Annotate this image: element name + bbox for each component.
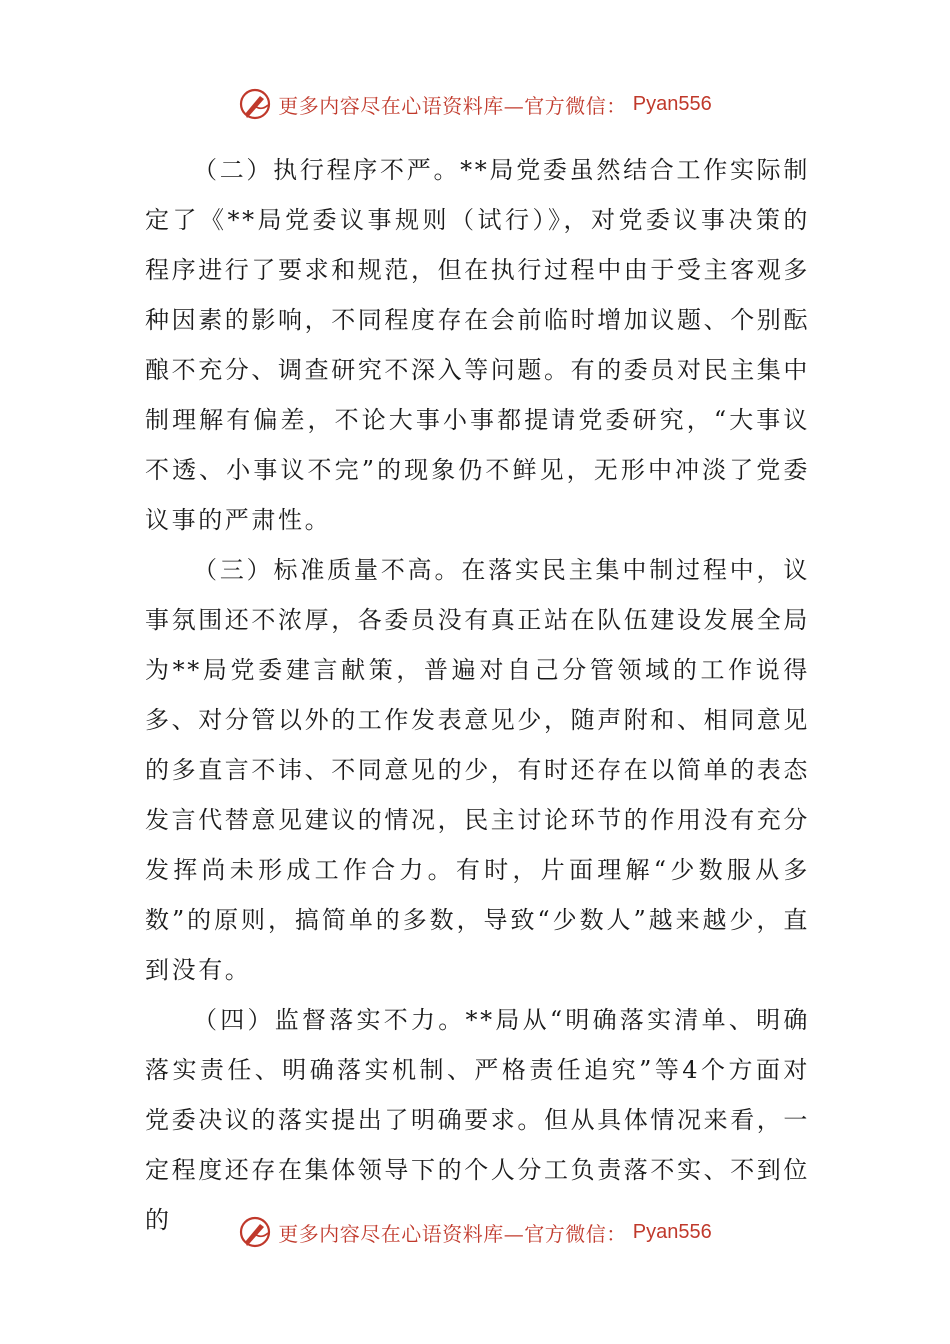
header-watermark	[0, 84, 950, 124]
paragraph-standard-quality: （三）标准质量不高。在落实民主集中制过程中，议事氛围还不浓厚，各委员没有真正站在队伍建设发展全局为**局党委建言献策，普遍对自己分管领域的工作说得多、对分管以外的工作发表意见少，随声附和、相同意见的多直言不讳、不同意见的少，有时还存在以简单的表态发言代替意见建议的情况，民主讨论环节的作用没有充分发挥尚未形成工作合力。有时，片面理解“少数服从多数”的原则，搞简单的多数，导致“少数人”越来越少，直到没有。	[145, 556, 810, 984]
footer-watermark	[0, 1212, 950, 1252]
watermark-text: 更多内容尽在心语资料库—官方微信：	[278, 1221, 627, 1246]
watermark-wechat-id: Pyan556	[632, 1220, 712, 1243]
watermark-wechat-id: Pyan556	[632, 92, 712, 115]
pen-logo-icon	[238, 87, 272, 121]
watermark-text: 更多内容尽在心语资料库—官方微信：	[278, 93, 627, 118]
document-body	[145, 145, 810, 1245]
paragraph-execution-procedure: （二）执行程序不严。**局党委虽然结合工作实际制定了《**局党委议事规则（试行）》，对党委议事决策的程序进行了要求和规范，但在执行过程中由于受主客观多种因素的影响，不同程度存在会前临时增加议题、个别酝酿不充分、调查研究不深入等问题。有的委员对民主集中制理解有偏差，不论大事小事都提请党委研究，“大事议不透、小事议不完”的现象仍不鲜见，无形中冲淡了党委议事的严肃性。	[145, 156, 810, 534]
pen-logo-icon	[238, 1215, 272, 1249]
paragraph-supervision-implementation: （四）监督落实不力。**局从“明确落实清单、明确落实责任、明确落实机制、严格责任追究”等4个方面对党委决议的落实提出了明确要求。但从具体情况来看，一定程度还存在集体领导下的个人分工负责落不实、不到位的	[145, 1006, 810, 1234]
